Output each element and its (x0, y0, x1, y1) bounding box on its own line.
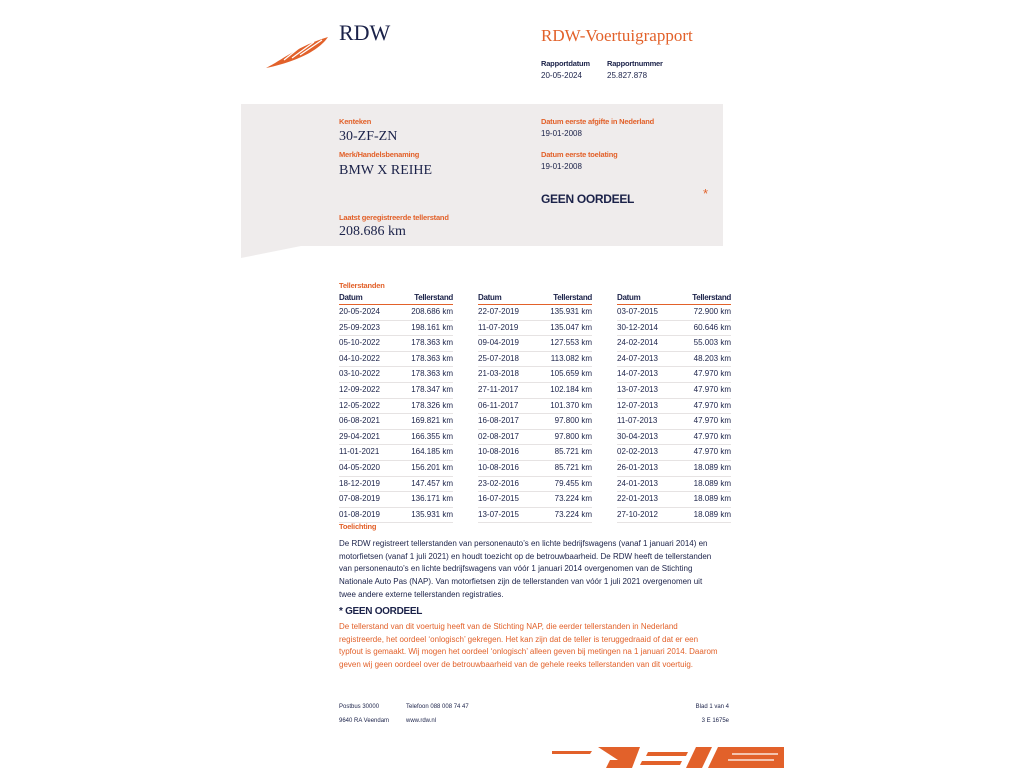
first-issue-nl-value: 19-01-2008 (541, 129, 582, 138)
reading-date: 30-12-2014 (617, 322, 658, 332)
reading-date: 22-01-2013 (617, 494, 658, 504)
reading-date: 23-02-2016 (478, 478, 519, 488)
logo-text: RDW (339, 20, 391, 45)
table-row (617, 336, 731, 352)
report-date: 20-05-2024 (541, 71, 582, 80)
reading-value: 47.970 km (693, 384, 731, 394)
table-row (339, 430, 453, 446)
table-row (339, 336, 453, 352)
table-row (617, 399, 731, 415)
last-reading-value: 208.686 km (339, 224, 406, 239)
panel-corner (241, 246, 301, 258)
table-row (478, 321, 592, 337)
reading-value: 178.363 km (411, 338, 453, 348)
reading-date: 02-02-2013 (617, 447, 658, 457)
make-label: Merk/Handelsbenaming (339, 150, 420, 159)
table-rows (617, 305, 731, 523)
verdict-badge: GEEN OORDEEL (541, 192, 635, 206)
reading-value: 73.224 km (554, 494, 592, 504)
table-row (617, 414, 731, 430)
table-row (339, 399, 453, 415)
table-row (478, 383, 592, 399)
reading-value: 178.347 km (411, 384, 453, 394)
explanation-line: De RDW registreert tellerstanden van personenauto’s en lichte bedrijfswagens (vanaf 1 januari 2014) en (339, 539, 708, 548)
make-value: BMW X REIHE (339, 163, 433, 178)
reading-date: 26-01-2013 (617, 462, 658, 472)
reading-value: 97.800 km (554, 431, 592, 441)
header-reading: Tellerstand (553, 293, 592, 302)
reading-value: 47.970 km (693, 447, 731, 457)
reading-date: 07-08-2019 (339, 494, 380, 504)
table-row (617, 383, 731, 399)
table-row (617, 430, 731, 446)
verdict-line: registreerde, het oordeel ‘onlogisch’ gekregen. Het kan zijn dat de teller is teruggedraaid of dat er een (339, 634, 699, 644)
table-row (339, 492, 453, 508)
reading-date: 06-11-2017 (478, 400, 519, 410)
table-header (478, 293, 592, 305)
table-row (617, 461, 731, 477)
reading-value: 79.455 km (554, 478, 592, 488)
footer-postbus: Postbus 30000 (339, 704, 380, 710)
reading-date: 30-04-2013 (617, 431, 658, 441)
first-admission-label: Datum eerste toelating (541, 150, 618, 159)
reading-value: 55.003 km (693, 338, 731, 348)
verdict-text (339, 621, 739, 672)
header-reading: Tellerstand (414, 293, 453, 302)
footer-website[interactable]: www.rdw.nl (406, 718, 437, 724)
reading-value: 72.900 km (693, 307, 731, 316)
reading-value: 156.201 km (411, 462, 453, 472)
table-row (617, 477, 731, 493)
reading-value: 18.089 km (693, 462, 731, 472)
reading-date: 03-07-2015 (617, 307, 658, 316)
verdict-line: De tellerstand van dit voertuig heeft van de Stichting NAP, die eerder tellerstanden in Nederland (339, 622, 678, 631)
reading-date: 20-05-2024 (339, 307, 380, 316)
readings-table-col-2 (478, 293, 592, 523)
reading-date: 13-07-2015 (478, 509, 519, 519)
footer-city: 9640 RA Veendam (339, 718, 390, 724)
footer-page: Blad 1 van 4 (695, 704, 729, 710)
readings-table-col-3 (617, 293, 731, 523)
table-row (478, 367, 592, 383)
plate-value: 30-ZF-ZN (339, 129, 398, 144)
reading-value: 47.970 km (693, 400, 731, 410)
reading-value: 164.185 km (411, 447, 453, 457)
reading-value: 18.089 km (693, 478, 731, 488)
reading-date: 03-10-2022 (339, 369, 380, 379)
table-rows (339, 305, 453, 523)
reading-value: 85.721 km (554, 462, 592, 472)
reading-date: 10-08-2016 (478, 462, 519, 472)
reading-date: 25-09-2023 (339, 322, 380, 332)
table-row (617, 367, 731, 383)
table-row (617, 492, 731, 508)
reading-value: 136.171 km (411, 494, 453, 504)
reading-date: 14-07-2013 (617, 369, 658, 379)
reading-value: 135.047 km (550, 322, 592, 332)
reading-value: 102.184 km (550, 384, 592, 394)
header-reading: Tellerstand (692, 293, 731, 302)
reading-value: 178.363 km (411, 369, 453, 379)
footer-phone: Telefoon 088 008 74 47 (406, 704, 469, 710)
reading-date: 04-10-2022 (339, 353, 380, 363)
reading-date: 29-04-2021 (339, 431, 380, 441)
first-issue-nl-label: Datum eerste afgifte in Nederland (541, 117, 655, 126)
table-row (478, 399, 592, 415)
reading-value: 178.363 km (411, 353, 453, 363)
reading-date: 04-05-2020 (339, 462, 380, 472)
reading-date: 24-01-2013 (617, 478, 658, 488)
reading-date: 24-07-2013 (617, 353, 658, 363)
reading-value: 166.355 km (411, 431, 453, 441)
explanation-line: van personenauto’s en lichte bedrijfswagens van vóór 1 januari 2014 overgenomen van de Stichting (339, 564, 693, 574)
reading-date: 27-11-2017 (478, 384, 519, 394)
reading-value: 113.082 km (550, 353, 592, 363)
table-row (339, 305, 453, 321)
first-admission-value: 19-01-2008 (541, 162, 582, 171)
reading-date: 21-03-2018 (478, 369, 519, 379)
table-row (478, 336, 592, 352)
reading-value: 18.089 km (693, 509, 731, 519)
table-row (339, 321, 453, 337)
footer-code: 3 E 1675e (701, 718, 729, 724)
readings-table-col-1 (339, 293, 453, 523)
explanation-line: Nationale Auto Pas (NAP). Van motorfietsen zijn de tellerstanden van vóór 1 juli 2021 overgenomen uit (339, 577, 703, 587)
reading-value: 198.161 km (411, 322, 453, 332)
report-date-label: Rapportdatum (541, 59, 590, 68)
table-row (339, 445, 453, 461)
reading-value: 47.970 km (693, 369, 731, 379)
explanation-line: twee andere externe tellerstanden registraties. (339, 589, 504, 599)
verdict-heading: * GEEN OORDEEL (339, 606, 423, 617)
explanation-title: Toelichting (339, 522, 377, 531)
reading-value: 97.800 km (554, 416, 592, 426)
reading-date: 11-07-2019 (478, 322, 519, 332)
reading-value: 208.686 km (411, 307, 453, 316)
reading-date: 12-09-2022 (339, 384, 380, 394)
table-row (617, 508, 731, 524)
table-row (339, 383, 453, 399)
reading-value: 178.326 km (411, 400, 453, 410)
table-row (339, 352, 453, 368)
reading-date: 18-12-2019 (339, 478, 380, 488)
report-number-label: Rapportnummer (607, 59, 663, 68)
reading-date: 25-07-2018 (478, 353, 519, 363)
table-row (478, 508, 592, 524)
reading-date: 02-08-2017 (478, 431, 519, 441)
reading-value: 18.089 km (693, 494, 731, 504)
table-row (617, 321, 731, 337)
table-header (617, 293, 731, 305)
reading-value: 60.646 km (693, 322, 731, 332)
table-row (617, 305, 731, 321)
table-row (478, 305, 592, 321)
plate-label: Kenteken (339, 117, 372, 126)
table-row (478, 414, 592, 430)
reading-date: 13-07-2013 (617, 384, 658, 394)
reading-date: 06-08-2021 (339, 416, 380, 426)
verdict-line: geven wij geen oordeel over de betrouwbaarheid van de gehele reeks tellerstanden van dit voertuig. (339, 660, 694, 670)
reading-value: 47.970 km (693, 431, 731, 441)
reading-date: 10-08-2016 (478, 447, 519, 457)
last-reading-label: Laatst geregistreerde tellerstand (339, 213, 449, 222)
table-row (478, 352, 592, 368)
reading-date: 22-07-2019 (478, 307, 519, 316)
table-row (478, 477, 592, 493)
table-row (617, 445, 731, 461)
table-row (339, 477, 453, 493)
table-header (339, 293, 453, 305)
report-title: RDW-Voertuigrapport (541, 26, 693, 45)
verdict-line: typfout is gemaakt. Wij mogen het oordeel ‘onlogisch’ alleen geven bij metingen na 1 januari 2014. Daarom (339, 647, 718, 657)
table-row (478, 430, 592, 446)
explanation-text (339, 538, 739, 602)
reading-date: 16-08-2017 (478, 416, 519, 426)
readings-title: Tellerstanden (339, 281, 385, 290)
table-row (478, 461, 592, 477)
reading-value: 73.224 km (554, 509, 592, 519)
table-row (478, 445, 592, 461)
table-row (339, 367, 453, 383)
table-row (617, 352, 731, 368)
reading-value: 85.721 km (554, 447, 592, 457)
reading-value: 101.370 km (550, 400, 592, 410)
table-row (339, 461, 453, 477)
rdw-logo-feather-icon (264, 34, 332, 70)
reading-value: 147.457 km (411, 478, 453, 488)
reading-value: 47.970 km (693, 416, 731, 426)
explanation-line: motorfietsen (vanaf 1 juli 2021) en houdt toezicht op de betrouwbaarheid. De RDW heeft de tellerstanden (339, 551, 712, 561)
verdict-star: * (703, 186, 709, 201)
decorative-stripes-icon (552, 746, 784, 768)
report-number: 25.827.878 (607, 71, 648, 80)
table-row (339, 508, 453, 524)
reading-date: 11-07-2013 (617, 416, 658, 426)
reading-value: 48.203 km (693, 353, 731, 363)
reading-value: 135.931 km (411, 509, 453, 519)
reading-value: 169.821 km (411, 416, 453, 426)
reading-value: 135.931 km (550, 307, 592, 316)
reading-date: 24-02-2014 (617, 338, 658, 348)
reading-date: 27-10-2012 (617, 509, 658, 519)
reading-date: 16-07-2015 (478, 494, 519, 504)
reading-value: 127.553 km (550, 338, 592, 348)
reading-value: 105.659 km (550, 369, 592, 379)
reading-date: 05-10-2022 (339, 338, 380, 348)
table-row (339, 414, 453, 430)
header-date: Datum (617, 293, 641, 302)
header-date: Datum (339, 293, 363, 302)
table-row (478, 492, 592, 508)
reading-date: 12-07-2013 (617, 400, 658, 410)
table-rows (478, 305, 592, 523)
reading-date: 12-05-2022 (339, 400, 380, 410)
reading-date: 09-04-2019 (478, 338, 519, 348)
reading-date: 01-08-2019 (339, 509, 380, 519)
header-date: Datum (478, 293, 502, 302)
reading-date: 11-01-2021 (339, 447, 380, 457)
